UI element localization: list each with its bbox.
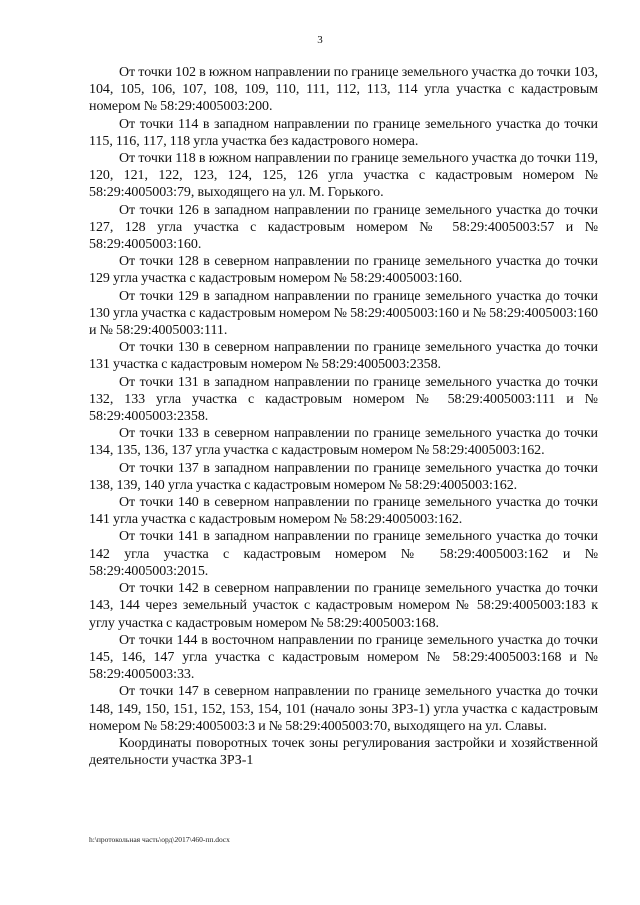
paragraph-4: От точки 126 в западном направлении по границе земельного участка до точки 127, 128 угла участка с кадастровым номером № 58:29:4005003:57 и № 58:29:4005003:160. <box>89 202 598 253</box>
paragraph-16: Координаты поворотных точек зоны регулирования застройки и хозяйственной деятельности участка ЗРЗ-1 <box>89 735 598 769</box>
paragraph-3: От точки 118 в южном направлении по границе земельного участка до точки 119, 120, 121, 122, 123, 124, 125, 126 угла участка с кадастровым номером № 58:29:4005003:79, выходящего на ул. М. Горького. <box>89 151 598 201</box>
paragraph-9: От точки 133 в северном направлении по границе земельного участка до точки 134, 135, 136, 137 угла участка с кадастровым номером № 58:29:4005003:162. <box>89 426 598 459</box>
paragraph-12: От точки 141 в западном направлении по границе земельного участка до точки 142 угла участка с кадастровым номером № 58:29:4005003:162 и № 58:29:4005003:2015. <box>89 529 598 579</box>
paragraph-14: От точки 144 в восточном направлении по границе земельного участка до точки 145, 146, 147 угла участка с кадастровым номером № 58:29:4005003:168 и № 58:29:4005003:33. <box>89 632 598 683</box>
page-number: 3 <box>317 34 323 46</box>
paragraph-5: От точки 128 в северном направлении по границе земельного участка до точки 129 угла участка с кадастровым номером № 58:29:4005003:160. <box>89 254 598 287</box>
paragraph-6: От точки 129 в западном направлении по границе земельного участка до точки 130 угла участка с кадастровым номером № 58:29:4005003:160 и № 58:29:4005003:160 и № 58:29:4005003:111. <box>89 288 598 339</box>
paragraph-13: От точки 142 в северном направлении по границе земельного участка до точки 143, 144 через земельный участок с кадастровым номером № 58:29:4005003:183 к углу участка с кадастровым номером № 58:29:4005003:168. <box>89 581 598 631</box>
paragraph-7: От точки 130 в северном направлении по границе земельного участка до точки 131 участка с кадастровым номером № 58:29:4005003:2358. <box>89 340 598 373</box>
paragraph-8: От точки 131 в западном направлении по границе земельного участка до точки 132, 133 угла участка с кадастровым номером № 58:29:4005003:111 и № 58:29:4005003:2358. <box>89 374 598 425</box>
paragraph-11: От точки 140 в северном направлении по границе земельного участка до точки 141 угла участка с кадастровым номером № 58:29:4005003:162. <box>89 495 598 528</box>
paragraph-2: От точки 114 в западном направлении по границе земельного участка до точки 115, 116, 117, 118 угла участка без кадастрового номера. <box>89 116 598 149</box>
paragraph-10: От точки 137 в западном направлении по границе земельного участка до точки 138, 139, 140 угла участка с кадастровым номером № 58:29:4005003:162. <box>89 460 598 493</box>
footer-file-path: h:\протокольная часть\орд\2017\460-пп.docx <box>89 835 230 844</box>
document-body <box>89 64 598 769</box>
paragraph-1: От точки 102 в южном направлении по границе земельного участка до точки 103, 104, 105, 106, 107, 108, 109, 110, 111, 112, 113, 114 угла участка с кадастровым номером № 58:29:4005003:200. <box>89 65 598 115</box>
paragraph-15: От точки 147 в северном направлении по границе земельного участка до точки 148, 149, 150, 151, 152, 153, 154, 101 (начало зоны ЗРЗ-1) угла участка с кадастровым номером № 58:29:4005003:3 и № 58:29:4005003:70, выходящего на ул. Славы. <box>89 684 598 734</box>
